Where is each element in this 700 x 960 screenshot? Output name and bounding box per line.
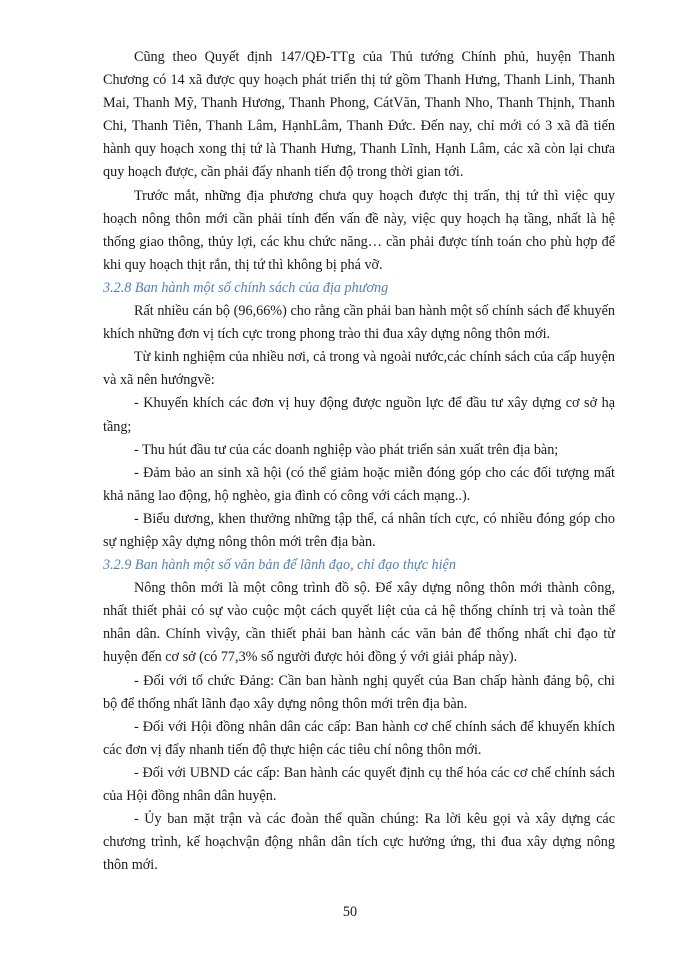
- paragraph-new-countryside: Nông thôn mới là một công trình đồ sộ. Để xây dựng nông thôn mới thành công, nhất thiết phải có sự vào cuộc một cách quyết liệt của cả hệ thống chính trị và toàn thể nhân dân. Chính vìvậy, cần thiết phải ban hành các văn bản để thống nhất chỉ đạo từ huyện đến cơ sở (có 77,3% số người được hỏi đồng ý với giải pháp này).: [103, 580, 615, 666]
- list-item-commendation: - Biểu dương, khen thưởng những tập thể, cá nhân tích cực, có nhiều đóng góp cho sự nghiệp xây dựng nông thôn mới trên địa bàn.: [103, 510, 615, 550]
- paragraph-experience: Từ kinh nghiệm của nhiều nơi, cả trong và ngoài nước,các chính sách của cấp huyện và xã nên hướngvề:: [103, 349, 615, 389]
- list-item-front-committee: - Ủy ban mặt trận và các đoàn thể quần chúng: Ra lời kêu gọi và xây dựng các chương trình, kế hoạchvận động nhân dân tích cực hưởng ứng, thi đua xây dựng nông thôn mới.: [103, 811, 615, 874]
- page-number: 50: [342, 904, 358, 920]
- section-heading-3-2-8: 3.2.8 Ban hành một số chính sách của địa phương: [103, 279, 389, 296]
- paragraph-infrastructure-planning: Trước mắt, những địa phương chưa quy hoạch được thị trấn, thị tứ thì việc quy hoạch nông thôn mới cần phải tính đến vấn đề này, việc quy hoạch hạ tầng, nhất là hệ thống giao thông, thủy lợi, các khu chức năng… cần phải được tính toán cho phù hợp để khi quy hoạch thịt rắn, thị tứ thì không bị phá vỡ.: [103, 187, 615, 273]
- list-item-social-security: - Đảm bảo an sinh xã hội (có thể giảm hoặc miễn đóng góp cho các đối tượng mất khả năng lao động, hộ nghèo, gia đình có công với cách mạng..).: [103, 464, 615, 504]
- list-item-infrastructure: - Khuyến khích các đơn vị huy động được nguồn lực để đầu tư xây dựng cơ sở hạ tầng;: [103, 395, 615, 435]
- paragraph-thi-tu-planning: Cũng theo Quyết định 147/QĐ-TTg của Thủ tướng Chính phủ, huyện Thanh Chương có 14 xã được quy hoạch phát triển thị tứ gồm Thanh Hưng, Thanh Linh, Thanh Mai, Thanh Mỹ, Thanh Hương, Thanh Phong, CátVăn, Thanh Nho, Thanh Thịnh, Thanh Chi, Thanh Tiên, Thanh Lâm, HạnhLâm, Thanh Đức. Đến nay, chỉ mới có 3 xã đã tiến hành quy hoạch xong thị tứ là Thanh Hưng, Thanh Lĩnh, Hạnh Lâm, các xã còn lại chưa quy hoạch được, cần phải đẩy nhanh tiến độ trong thời gian tới.: [103, 49, 615, 181]
- list-item-investment: - Thu hút đầu tư của các doanh nghiệp vào phát triển sản xuất trên địa bàn;: [134, 441, 559, 458]
- list-item-party: - Đối với tổ chức Đảng: Cần ban hành nghị quyết của Ban chấp hành đảng bộ, chi bộ để thống nhất lãnh đạo xây dựng nông thôn mới trên địa bàn.: [103, 672, 615, 712]
- list-item-peoples-council: - Đối với Hội đồng nhân dân các cấp: Ban hành cơ chế chính sách để khuyến khích các đơn vị đẩy nhanh tiến độ thực hiện các tiêu chí nông thôn mới.: [103, 718, 615, 758]
- list-item-ubnd: - Đối với UBND các cấp: Ban hành các quyết định cụ thể hóa các cơ chế chính sách của Hội đồng nhân dân huyện.: [103, 764, 615, 804]
- section-heading-3-2-9: 3.2.9 Ban hành một số văn bản để lãnh đạo, chỉ đạo thực hiện: [103, 557, 456, 574]
- paragraph-survey-policy: Rất nhiều cán bộ (96,66%) cho rằng cần phải ban hành một số chính sách để khuyến khích những đơn vị tích cực trong phong trào thi đua xây dựng nông thôn mới.: [103, 303, 615, 343]
- document-body: [103, 46, 615, 877]
